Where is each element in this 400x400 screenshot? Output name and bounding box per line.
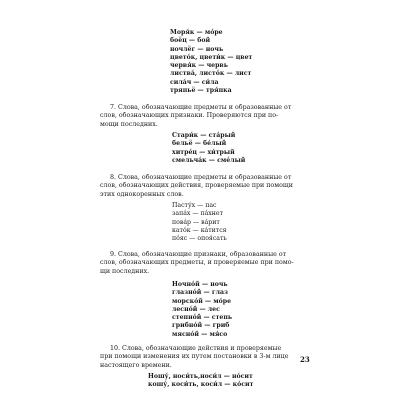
paragraph-line: слов, обозначающих признаки. Проверяются при по-	[100, 112, 279, 120]
section-7-paragraph	[100, 104, 313, 129]
word-pair: сила́ч — си́ла	[170, 78, 219, 86]
word-pair: бельё — бе́лый	[172, 140, 227, 148]
word-pairs-group-2	[172, 133, 245, 166]
section-10-paragraph	[100, 345, 313, 370]
word-pair: Пасту́х — пас	[172, 202, 217, 209]
word-pair: Ночно́й — ночь	[172, 281, 228, 288]
page-number: 23	[300, 355, 310, 364]
paragraph-line: слов, обозначающих предметы, и проверяемые при помо-	[100, 259, 294, 267]
word-pairs-group-1	[170, 30, 252, 96]
paragraph-line: 8. Слова, обозначающие предметы и образованные от	[110, 174, 292, 181]
word-pair: грибно́й — гриб	[172, 322, 230, 330]
word-pairs-group-5	[148, 374, 253, 391]
paragraph-line: 10. Слова, обозначающие действия и проверяемые	[110, 345, 282, 352]
word-pair: тряпьё — тря́пка	[170, 87, 232, 95]
word-pair: морско́й — мо́ре	[172, 297, 232, 305]
paragraph-line: слов, обозначающих действия, проверяемые при помощи	[100, 182, 293, 190]
word-pair: степно́й — степь	[172, 314, 233, 322]
word-pair: Стари́к — ста́рый	[172, 132, 236, 139]
word-pair: глазно́й — глаз	[172, 289, 228, 297]
word-pair: по́яс — опоя́сать	[172, 235, 227, 243]
word-pair: Моря́к — мо́ре	[170, 29, 223, 36]
word-pair: смельча́к — сме́лый	[172, 156, 246, 164]
word-pair: като́к — ка́тится	[172, 226, 227, 234]
paragraph-line: 7. Слова, обозначающие предметы и образованные от	[110, 104, 292, 111]
section-9-paragraph	[100, 251, 313, 276]
word-pair: мясно́й — мя́со	[172, 330, 228, 338]
word-pair: листва́, листо́к — лист	[170, 70, 252, 78]
word-pair: запа́х — па́хнет	[172, 210, 223, 218]
word-pair: Ношу́, носи́ть,носи́л — но́сит	[148, 373, 253, 380]
word-pairs-group-3	[172, 203, 227, 244]
word-pairs-group-4	[172, 282, 232, 340]
paragraph-line: 9. Слова, обозначающие признаки, образованные от	[110, 251, 287, 258]
paragraph-line: мощи последних.	[100, 120, 158, 128]
word-pair: лесно́й — лес	[172, 305, 220, 313]
word-pair: хитре́ц — хи́трый	[172, 148, 235, 156]
word-pair: кошу́, коси́ть, коси́л — ко́сит	[148, 381, 254, 389]
word-pair: пова́р — ва́рит	[172, 218, 220, 226]
paragraph-line: щи последних.	[100, 267, 150, 275]
word-pair: ночлёг — ночь	[170, 45, 224, 53]
word-pair: боёц — бой	[170, 37, 211, 45]
section-8-paragraph	[100, 174, 313, 199]
paragraph-line: настоящего времени.	[100, 361, 172, 369]
word-pair: червя́к — червь	[170, 62, 228, 70]
word-pair: цвето́к, цвети́к — цвет	[170, 53, 253, 61]
paragraph-line: при помощи изменения их путем постановки в 3-м лице	[100, 353, 289, 361]
paragraph-line: этих однокоренных слов.	[100, 190, 184, 198]
